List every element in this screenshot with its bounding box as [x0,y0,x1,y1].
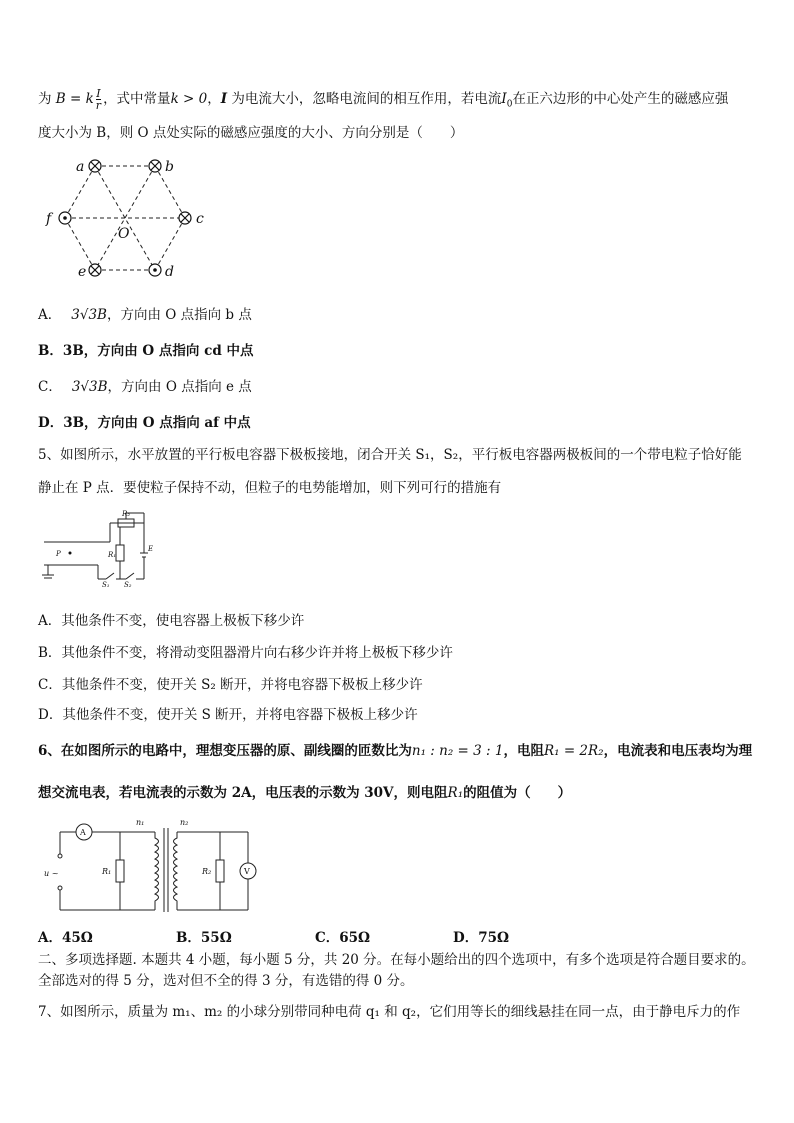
wire-f-out-icon [59,212,71,224]
q4-text: 在正六边形的中心处产生的磁感应强 [512,91,729,107]
resistor-r1 [116,860,124,882]
q4-current-i: I [220,91,228,107]
switch-s1 [106,573,114,579]
q6-option-b[interactable]: B．55Ω [176,930,232,946]
q4-option-d[interactable] [38,414,251,432]
q6-option-d[interactable]: D．75Ω [453,930,510,946]
q5-option-b[interactable]: B．其他条件不变，将滑动变阻器滑片向右移少许并将上极板下移少许 [38,645,453,661]
option-text: ，方向由 O 点指向 af 中点 [84,415,251,431]
q4-option-a[interactable] [38,306,252,324]
label-a: a [76,159,85,175]
q6-resistance-relation: R₁ = 2R₂ [543,743,604,759]
q4-text: 为 [38,91,52,107]
resistor-r2 [216,860,224,882]
option-label: B． [38,343,63,359]
label-e: e [78,264,87,280]
q4-line1 [38,88,728,114]
label-ammeter: A [80,828,86,837]
label-r1: R₁ [102,867,112,876]
q4-option-b[interactable] [38,342,253,360]
option-text: ，方向由 O 点指向 e 点 [107,379,252,395]
q4-current-i0: I [501,91,507,107]
q6-option-c[interactable]: C．65Ω [315,930,371,946]
label-s2: S₂ [124,581,132,589]
hexagon-dashed-lines [65,166,185,270]
wire-a-into-icon [89,160,101,172]
q6-text: ，电阻 [503,743,544,759]
label-d: d [165,264,174,280]
label-p: P [56,550,61,558]
label-n1: n₁ [136,818,145,827]
option-value: 3B [63,415,85,431]
wire-d-out-icon [149,264,161,276]
particle-p [69,552,72,555]
primary-coil [155,832,159,910]
q5-circuit-figure [40,505,160,590]
label-f: f [46,211,52,227]
option-text: ，方向由 O 点指向 cd 中点 [83,343,254,359]
label-o: O [118,226,130,242]
q5-line1: 5、如图所示，水平放置的平行板电容器下极板接地，闭合开关 S₁，S₂，平行板电容器两极板间的一个带电粒子恰好能 [38,447,742,463]
q5-line2: 静止在 P 点．要使粒子保持不动，但粒子的电势能增加，则下列可行的措施有 [38,480,502,496]
q4-text: 为电流大小，忽略电流间的相互作用，若电流 [227,91,502,107]
q5-option-d[interactable]: D．其他条件不变，使开关 S 断开，并将电容器下极板上移少许 [38,707,418,723]
option-label: C． [38,379,62,395]
q5-option-a[interactable]: A．其他条件不变，使电容器上极板下移少许 [38,613,305,629]
switch-s2 [126,573,134,579]
q4-line2: 度大小为 B，则 O 点处实际的磁感应强度的大小、方向分别是（ ） [38,125,464,141]
fraction-denominator: r [95,99,102,112]
label-e: E [148,545,154,553]
fraction-numerator: I [96,87,101,100]
q6-transformer-figure [40,814,270,914]
terminal-top [58,854,62,858]
q6-line2 [38,784,571,802]
label-b: b [165,159,174,175]
label-voltmeter: V [244,867,250,876]
label-r1: R₁ [108,551,117,559]
q4-fraction [96,88,101,111]
label-n2: n₂ [180,818,189,827]
wire-c-into-icon [179,212,191,224]
label-s1: S₁ [102,581,110,589]
option-value: 3√3B [71,379,108,395]
q6-text: ，电流表和电压表均为理 [603,743,753,759]
q6-option-a[interactable]: A．45Ω [38,930,93,946]
terminal-bottom [58,886,62,890]
q6-line1 [38,742,752,760]
q4-formula-k: k > 0 [170,91,208,107]
q5-option-c[interactable]: C．其他条件不变，使开关 S₂ 断开，并将电容器下极板上移少许 [38,677,423,693]
label-r2: R₂ [122,510,131,518]
resistor-r1 [116,545,124,561]
q6-text: 的阻值为（ ） [463,785,572,801]
option-label: A． [38,307,62,323]
q4-formula-b: B = k [55,91,94,107]
q6-text: 6、在如图所示的电路中，理想变压器的原、副线圈的匝数比为 [38,743,412,759]
label-r2: R₂ [202,867,212,876]
wire-e-into-icon [89,264,101,276]
q7-line1: 7、如图所示，质量为 m₁、m₂ 的小球分别带同种电荷 q₁ 和 q₂，它们用等长的细线悬挂在同一点，由于静电斥力的作 [38,1004,741,1020]
label-u: u ~ [44,869,59,878]
q4-hexagon-figure [38,152,218,282]
option-label: D． [38,415,64,431]
q6-ratio: n₁ : n₂ = 3 : 1 [411,743,504,759]
q4-text: ， [207,91,221,107]
q4-text: ，式中常量 [103,91,171,107]
q4-subscript: 0 [506,99,513,110]
section2-line2: 全部选对的得 5 分，选对但不全的得 3 分，有选错的得 0 分。 [38,973,414,989]
q6-text: 想交流电表，若电流表的示数为 2A，电压表的示数为 30V，则电阻 [38,785,448,801]
section2-line1: 二、多项选择题. 本题共 4 小题，每小题 5 分，共 20 分。在每小题给出的四个选项中，有多个选项是符合题目要求的。 [38,952,755,968]
q4-option-c[interactable] [38,378,252,396]
q6-r1: R₁ [447,785,464,801]
option-text: ，方向由 O 点指向 b 点 [106,307,252,323]
option-value: 3√3B [71,307,107,323]
option-value: 3B [62,343,84,359]
label-c: c [196,211,204,227]
wire-b-into-icon [149,160,161,172]
secondary-coil [174,832,178,910]
